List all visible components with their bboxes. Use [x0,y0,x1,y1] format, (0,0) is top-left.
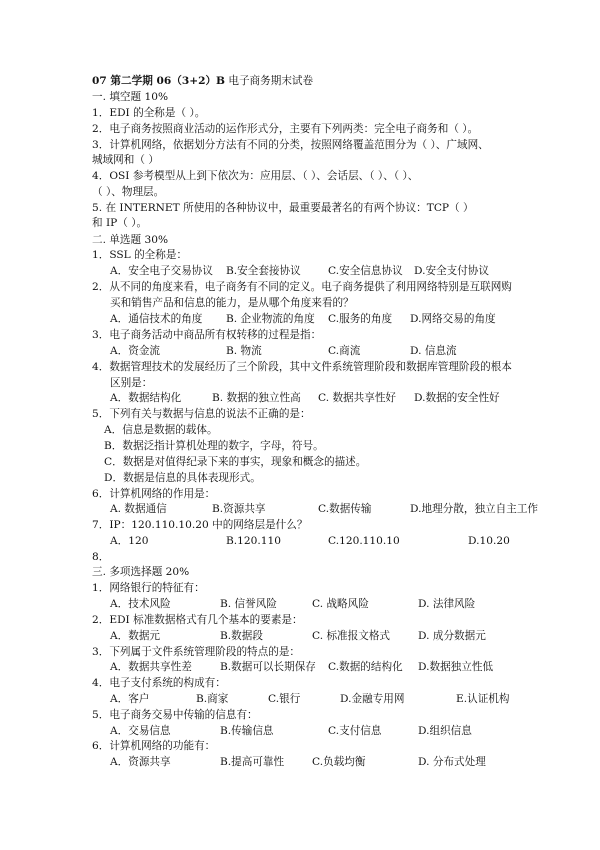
option: D. 分布式处理 [418,756,486,768]
section-heading-multiple-choice: 三. 多项选择题 20% [92,566,190,578]
options-row [0,345,600,358]
option: C.安全信息协议 [328,265,403,277]
option: D.地理分散，独立自主工作 [410,503,539,515]
option: A．数据共享性差 [110,661,192,673]
options-row [0,630,600,643]
exam-title-bold: 07 第二学期 06（3+2）B [92,75,225,87]
options-row [0,756,600,769]
option: B. 数据的独立性高 [212,392,301,404]
question-text: 4．数据管理技术的发展经历了三个阶段，其中文件系统管理阶段和数据库管理阶段的根本 [92,361,512,373]
question-text: 5. 在 INTERNET 所使用的各种协议中，最重要最著名的有两个协议：TCP（ ） [92,202,474,214]
option: D．数据是信息的具体表现形式。 [104,472,261,484]
question-text: 2．从不同的角度来看，电子商务有不同的定义。电子商务提供了利用网络特别是互联网购 [92,281,512,293]
option: A. 数据通信 [110,503,167,515]
question-text: 城域网和（ ） [92,154,159,166]
options-row [0,598,600,611]
question-text: 6．计算机网络的功能有： [92,740,216,752]
question-text: 1．EDI 的全称是（ ）。 [92,107,206,119]
options-row [0,313,600,326]
options-row [0,725,600,738]
option: A．信息是数据的载体。 [104,424,218,436]
option: B.提高可靠性 [220,756,285,768]
question-text: 2．电子商务按照商业活动的运作形式分，主要有下列两类：完全电子商务和（ ）。 [92,123,479,135]
option: D.10.20 [468,535,510,547]
option: C.商流 [328,345,361,357]
option: D.数据的安全性好 [414,392,500,404]
option: A．安全电子交易协议 [110,265,213,277]
option: B.资源共享 [212,503,266,515]
question-text: 1．网络银行的特征有： [92,582,205,594]
option: A．资源共享 [110,756,171,768]
option: B.安全套接协议 [226,265,301,277]
question-text: 8． [92,551,110,563]
option: C.120.110.10 [328,535,400,547]
question-text: 4．OSI 参考模型从上到下依次为：应用层、（ ）、会话层、（ ）、（ ）、 [92,170,419,182]
option: B. 企业物流的角度 [226,313,315,325]
option: C. 标准报文格式 [312,630,391,642]
exam-title-rest: 电子商务期末试卷 [225,75,314,87]
option: C. 战略风险 [312,598,369,610]
section-heading-single-choice: 二. 单选题 30% [92,234,169,246]
option: B. 物流 [226,345,262,357]
option: A．技术风险 [110,598,171,610]
question-text: 买和销售产品和信息的能力，是从哪个角度来看的？ [110,297,354,309]
question-text: 5．电子商务交易中传输的信息有： [92,709,258,721]
question-text: 2．EDI 标准数据格式有几个基本的要素是： [92,614,303,626]
options-row [0,265,600,278]
option: B.商家 [196,693,229,705]
option: A．120 [110,535,149,547]
question-text: 6．计算机网络的作用是： [92,488,216,500]
question-text: 3．电子商务活动中商品所有权转移的过程是指： [92,329,322,341]
option: D.数据独立性低 [418,661,494,673]
question-text: 区别是： [110,377,153,389]
question-text: 7．IP：120.110.10.20 中的网络层是什么？ [92,519,308,531]
options-row [0,392,600,405]
option: C. 数据共享性好 [318,392,397,404]
option: A．交易信息 [110,725,171,737]
option: C．数据是对值得纪录下来的事实，现象和概念的描述。 [104,456,367,468]
option: B.数据段 [220,630,263,642]
option: D.金融专用网 [340,693,405,705]
option: B. 信誉风险 [220,598,277,610]
options-row [0,661,600,674]
option: C.支付信息 [328,725,382,737]
option: D.组织信息 [418,725,472,737]
option: A．客户 [110,693,150,705]
question-text: 5．下列有关与数据与信息的说法不正确的是： [92,408,311,420]
question-text: 4．电子支付系统的构成有： [92,677,226,689]
option: E.认证机构 [456,693,510,705]
option: B.数据可以长期保存 [220,661,316,673]
option: A．通信技术的角度 [110,313,203,325]
option: C.数据的结构化 [328,661,403,673]
option: A．数据结构化 [110,392,182,404]
option: D.安全支付协议 [414,265,490,277]
section-heading-fill-blank: 一. 填空题 10% [92,91,169,103]
options-row [0,535,600,548]
exam-title [92,75,313,88]
option: A．数据元 [110,630,161,642]
question-text: 3．下列属于文件系统管理阶段的特点的是： [92,646,301,658]
options-row [0,503,600,516]
option: D. 信息流 [410,345,457,357]
option: D. 成分数据元 [418,630,486,642]
option: C.负载均衡 [312,756,366,768]
option: A．资金流 [110,345,161,357]
option: B.120.110 [226,535,281,547]
question-text: 和 IP（ ）。 [92,217,148,229]
question-text: （ ）、物理层。 [92,186,165,198]
question-text: 1．SSL 的全称是： [92,249,188,261]
option: B.传输信息 [220,725,274,737]
option: D.网络交易的角度 [410,313,496,325]
option: C.数据传输 [318,503,372,515]
option: C.银行 [268,693,301,705]
option: D. 法律风险 [418,598,476,610]
question-text: 3．计算机网络，依据划分方法有不同的分类，按照网络覆盖范围分为（ ）、广域网、 [92,139,489,151]
option: B．数据泛指计算机处理的数字，字母，符号。 [104,440,324,452]
options-row [0,693,600,706]
option: C.服务的角度 [328,313,393,325]
